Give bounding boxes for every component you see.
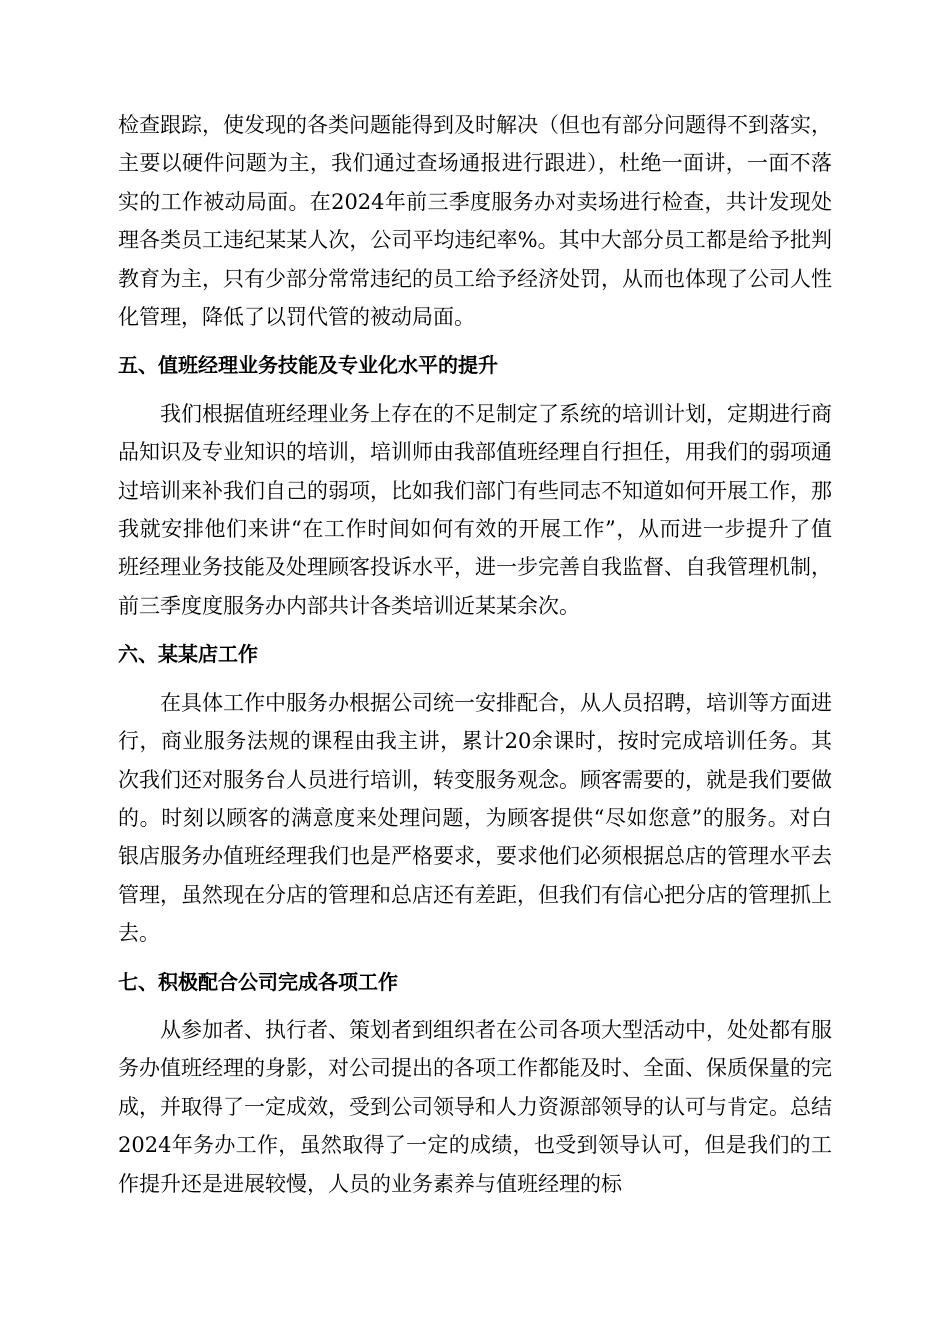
paragraph-branch-store: 在具体工作中服务办根据公司统一安排配合，从人员招聘，培训等方面进行，商业服务法规的课程由我主讲，累计20余课时，按时完成培训任务。其次我们还对服务台人员进行培训，转变服务观念。顾客需要的，就是我们要做的。时刻以顾客的满意度来处理问题，为顾客提供“尽如您意”的服务。对白银店服务办值班经理我们也是严格要求，要求他们必须根据总店的管理水平去管理，虽然现在分店的管理和总店还有差距，但我们有信心把分店的管理抓上去。 bbox=[118, 690, 832, 946]
heading-section-7: 七、积极配合公司完成各项工作 bbox=[118, 969, 398, 994]
paragraph-training: 我们根据值班经理业务上存在的不足制定了系统的培训计划，定期进行商品知识及专业知识的培训，培训师由我部值班经理自行担任，用我们的弱项通过培训来补我们自己的弱项，比如我们部门有些同志不知道如何开展工作，那我就安排他们来讲“在工作时间如何有效的开展工作”，从而进一步提升了值班经理业务技能及处理顾客投诉水平，进一步完善自我监督、自我管理机制，前三季度度服务办内部共计各类培训近某某余次。 bbox=[118, 401, 832, 618]
paragraph-inspection: 检查跟踪，使发现的各类问题能得到及时解决（但也有部分问题得不到落实，主要以硬件问题为主，我们通过查场通报进行跟进），杜绝一面讲，一面不落实的工作被动局面。在2024年前三季度服务办对卖场进行检查，共计发现处理各类员工违纪某某人次，公司平均违纪率%。其中大部分员工都是给予批判教育为主，只有少部分常常违纪的员工给予经济处罚，从而也体现了公司人性化管理，降低了以罚代管的被动局面。 bbox=[118, 113, 832, 330]
heading-section-5: 五、值班经理业务技能及专业化水平的提升 bbox=[118, 353, 498, 378]
document-page bbox=[118, 106, 832, 1203]
paragraph-cooperation: 从参加者、执行者、策划者到组织者在公司各项大型活动中，处处都有服务办值班经理的身影，对公司提出的各项工作都能及时、全面、保质保量的完成，并取得了一定成效，受到公司领导和人力资源部领导的认可与肯定。总结2024年务办工作，虽然取得了一定的成绩，也受到领导认可，但是我们的工作提升还是进展较慢，人员的业务素养与值班经理的标 bbox=[118, 1017, 832, 1196]
heading-section-6: 六、某某店工作 bbox=[118, 642, 258, 667]
